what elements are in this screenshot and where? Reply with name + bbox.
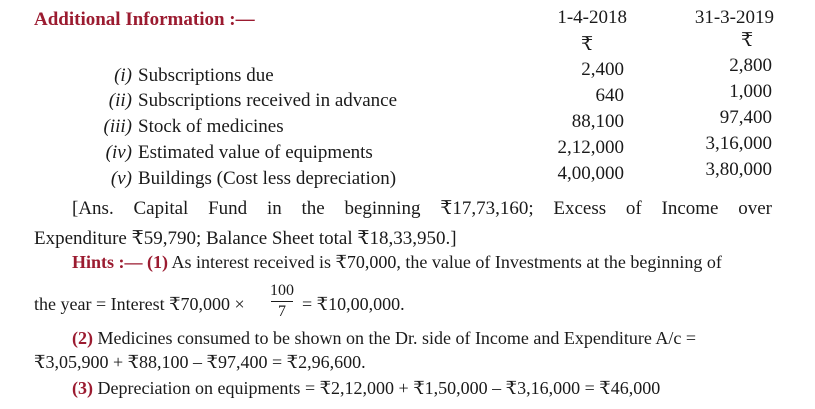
item-label: Stock of medicines — [138, 116, 284, 137]
hint-2-text: Medicines consumed to be shown on the Dr. side of Income and Expenditure A/c = — [97, 328, 697, 348]
item-label: Subscriptions received in advance — [138, 90, 398, 111]
hint-3-text: Depreciation on equipments = ₹2,12,000 + ₹1,50,000 – ₹3,16,000 = ₹46,000 — [97, 378, 661, 398]
hint-2-number: (2) — [72, 328, 93, 348]
item-number: (v) — [110, 168, 132, 189]
hint-1 — [72, 253, 722, 271]
item-value-2019: 3,16,000 — [705, 133, 772, 154]
fraction — [268, 283, 296, 320]
item-value-2018: 2,400 — [581, 59, 624, 80]
fraction-bar — [271, 301, 293, 302]
fraction-denominator: 7 — [278, 303, 286, 320]
item-label: Estimated value of equipments — [138, 142, 373, 163]
item-number: (iii) — [103, 116, 132, 137]
hint-3-number: (3) — [72, 378, 93, 398]
hint-2 — [72, 329, 696, 347]
hint-1-text: As interest received is ₹70,000, the value of Investments at the beginning of — [171, 252, 722, 272]
item-value-2018: 4,00,000 — [557, 163, 624, 184]
item-value-2019: 2,800 — [729, 55, 772, 76]
answer-line-2: Expenditure ₹59,790; Balance Sheet total ₹18,33,950.] — [34, 228, 457, 249]
hint-3 — [72, 379, 660, 397]
column-currency-2018: ₹ — [581, 34, 594, 55]
item-value-2018: 88,100 — [571, 111, 624, 132]
hint-1-line-2-post: = ₹10,00,000. — [302, 294, 405, 314]
column-date-2019: 31-3-2019 — [694, 7, 774, 28]
section-heading: Additional Information :— — [34, 9, 255, 30]
fraction-numerator: 100 — [270, 282, 294, 299]
item-label: Subscriptions due — [138, 65, 274, 86]
hint-1-line-2-pre: the year = Interest ₹70,000 × — [34, 294, 245, 314]
column-currency-2019: ₹ — [741, 30, 754, 51]
answer-line-1: [Ans. Capital Fund in the beginning ₹17,73,160; Excess of Income over — [72, 198, 772, 219]
item-value-2018: 2,12,000 — [557, 137, 624, 158]
item-value-2019: 1,000 — [729, 81, 772, 102]
item-number: (i) — [114, 65, 132, 86]
item-value-2019: 3,80,000 — [705, 159, 772, 180]
item-label: Buildings (Cost less depreciation) — [138, 168, 397, 189]
hints-label: Hints :— — [72, 252, 143, 272]
item-value-2019: 97,400 — [719, 107, 772, 128]
item-number: (ii) — [108, 90, 132, 111]
item-value-2018: 640 — [595, 85, 624, 106]
hint-2-line-2: ₹3,05,900 + ₹88,100 – ₹97,400 = ₹2,96,600. — [34, 352, 366, 372]
hint-1-number: (1) — [147, 252, 169, 272]
item-number: (iv) — [105, 142, 132, 163]
column-date-2018: 1-4-2018 — [557, 7, 627, 28]
